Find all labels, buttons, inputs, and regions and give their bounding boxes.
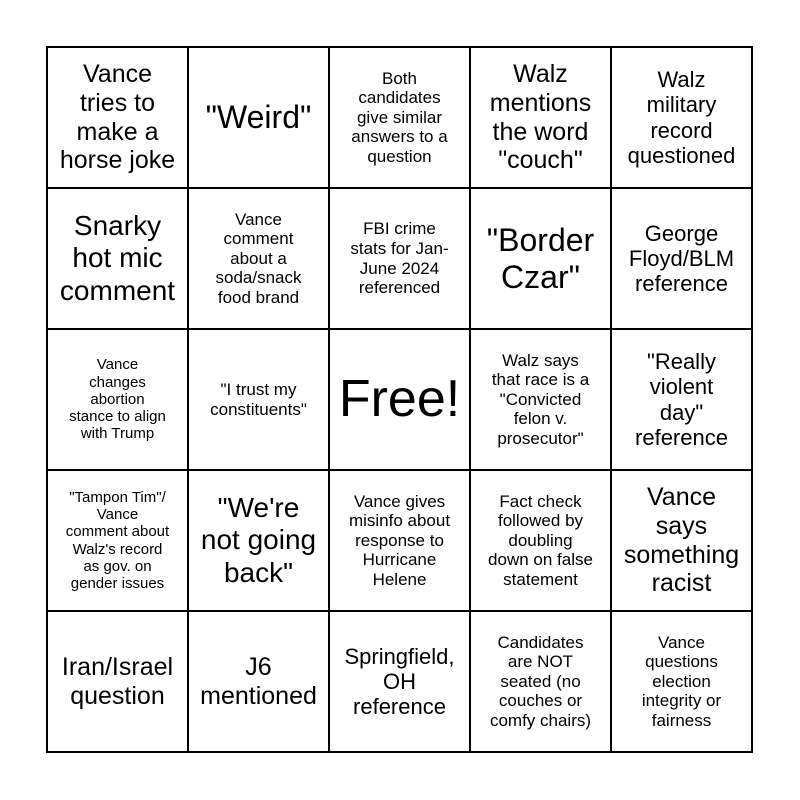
bingo-cell[interactable] — [329, 470, 470, 611]
cell-text: Walz says that race is a "Convicted felon v. prosecutor" — [491, 350, 590, 448]
cell-text: Walz military record questioned — [627, 66, 736, 168]
cell-text: Vance says something racist — [623, 483, 740, 598]
bingo-cell[interactable] — [47, 470, 188, 611]
cell-text: Both candidates give similar answers to a question — [351, 68, 448, 166]
bingo-cell[interactable] — [329, 47, 470, 188]
bingo-cell[interactable] — [47, 329, 188, 470]
cell-text: Vance tries to make a horse joke — [59, 60, 176, 175]
cell-text: Springfield, OH reference — [344, 643, 455, 720]
bingo-cell[interactable] — [188, 329, 329, 470]
bingo-cell[interactable] — [188, 188, 329, 329]
bingo-cell[interactable] — [470, 47, 611, 188]
bingo-cell[interactable] — [611, 47, 752, 188]
bingo-cell[interactable] — [611, 188, 752, 329]
cell-text: Candidates are NOT seated (no couches or comfy chairs) — [489, 632, 592, 730]
cell-text: FBI crime stats for Jan- June 2024 referenced — [350, 219, 449, 298]
cell-text: Vance comment about a soda/snack food brand — [215, 209, 302, 307]
bingo-cell[interactable] — [47, 47, 188, 188]
bingo-cell[interactable] — [47, 611, 188, 752]
cell-text: "Border Czar" — [486, 221, 595, 295]
bingo-cell[interactable] — [611, 470, 752, 611]
cell-text: "We're not going back" — [200, 492, 317, 588]
cell-text: Vance gives misinfo about response to Hurricane Helene — [348, 491, 451, 589]
bingo-cell[interactable] — [470, 188, 611, 329]
bingo-cell[interactable] — [611, 329, 752, 470]
cell-text: "Tampon Tim"/ Vance comment about Walz's record as gov. on gender issues — [65, 488, 170, 592]
bingo-cell[interactable] — [188, 470, 329, 611]
cell-text: Fact check followed by doubling down on false statement — [488, 491, 593, 589]
bingo-cell[interactable] — [470, 611, 611, 752]
cell-text: "Weird" — [205, 99, 312, 136]
bingo-cell[interactable] — [470, 470, 611, 611]
bingo-cell[interactable] — [470, 329, 611, 470]
cell-text: Walz mentions the word "couch" — [489, 60, 592, 175]
bingo-cell[interactable] — [329, 611, 470, 752]
cell-text: George Floyd/BLM reference — [628, 220, 735, 297]
cell-text: J6 mentioned — [200, 652, 317, 710]
bingo-cell[interactable] — [611, 611, 752, 752]
cell-text: "I trust my constituents" — [210, 379, 307, 419]
cell-text: Snarky hot mic comment — [59, 210, 176, 306]
cell-text: Vance questions election integrity or fairness — [641, 632, 722, 730]
bingo-cell[interactable] — [47, 188, 188, 329]
bingo-cell[interactable] — [329, 188, 470, 329]
free-space-text: Free! — [338, 369, 461, 428]
bingo-board — [46, 46, 753, 753]
bingo-cell[interactable] — [188, 47, 329, 188]
bingo-cell[interactable] — [188, 611, 329, 752]
cell-text: Iran/Israel question — [61, 652, 174, 710]
bingo-cell-free[interactable] — [329, 329, 470, 470]
cell-text: "Really violent day" reference — [635, 348, 728, 450]
cell-text: Vance changes abortion stance to align with Trump — [69, 356, 166, 443]
